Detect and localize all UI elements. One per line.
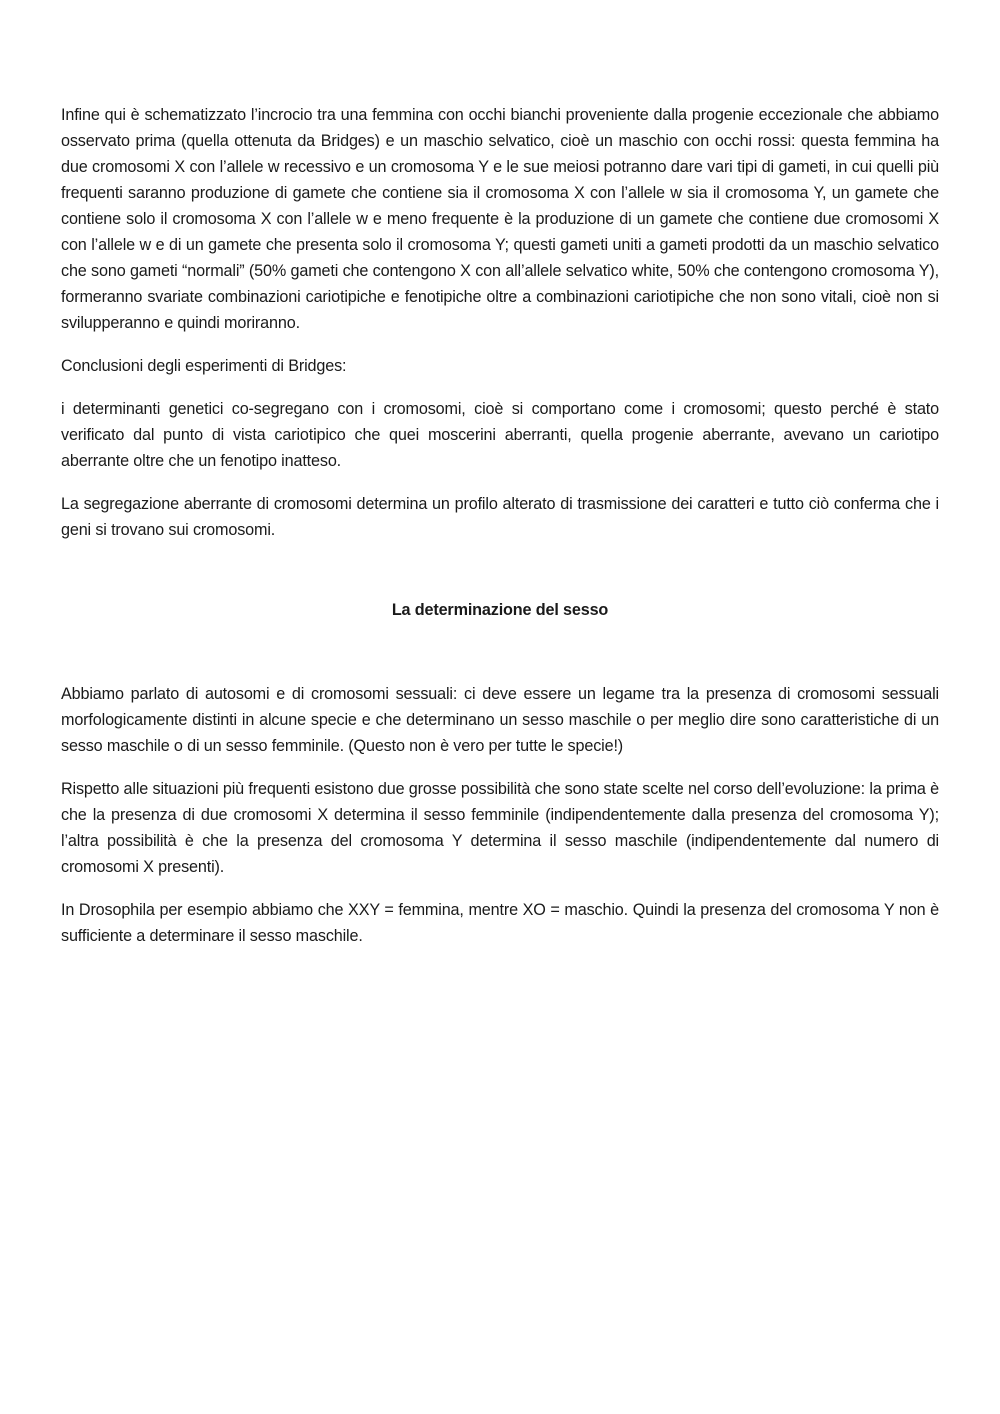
paragraph-conclusion-cosegregation: i determinanti genetici co-segregano con i cromosomi, cioè si comportano come i cromosomi; questo perché è stato verificato dal punto di vista cariotipico che quei moscerini aberranti, quella progenie aberrante, avevano un cariotipo aberrante oltre che un fenotipo inatteso.	[61, 400, 939, 470]
paragraph-drosophila-example: In Drosophila per esempio abbiamo che XXY = femmina, mentre XO = maschio. Quindi la presenza del cromosoma Y non è sufficiente a determinare il sesso maschile.	[61, 901, 939, 945]
section-title: La determinazione del sesso	[391, 601, 609, 619]
paragraph-sex-chromosomes: Abbiamo parlato di autosomi e di cromosomi sessuali: ci deve essere un legame tra la presenza di cromosomi sessuali morfologicamente distinti in alcune specie e che determinano un sesso maschile o per meglio dire sono caratteristiche di un sesso maschile o di un sesso femminile. (Questo non è vero per tutte le specie!)	[61, 685, 939, 755]
paragraph-crossing-description: Infine qui è schematizzato l’incrocio tra una femmina con occhi bianchi proveniente dalla progenie eccezionale che abbiamo osservato prima (quella ottenuta da Bridges) e un maschio selvatico, cioè un maschio con occhi rossi: questa femmina ha due cromosomi X con l’allele w recessivo e un cromosoma Y e le sue meiosi potranno dare vari tipi di gameti, in cui quelli più frequenti saranno produzione di gamete che contiene sia il cromosoma X con l’allele w sia il cromosoma Y, un gamete che contiene solo il cromosoma X con l’allele w e meno frequente è la produzione di un gamete che contiene due cromosomi X con l’allele w e di un gamete che presenta solo il cromosoma Y; questi gameti uniti a gameti prodotti da un maschio selvatico che sono gameti “normali” (50% gameti che contengono X con all’allele selvatico white, 50% che contengono cromosoma Y), formeranno svariate combinazioni cariotipiche e fenotipiche oltre a combinazioni cariotipiche che non sono vitali, cioè non si svilupperanno e quindi moriranno.	[61, 106, 939, 332]
paragraph-two-possibilities: Rispetto alle situazioni più frequenti esistono due grosse possibilità che sono state scelte nel corso dell’evoluzione: la prima è che la presenza di due cromosomi X determina il sesso femminile (indipendentemente dalla presenza del cromosoma Y); l’altra possibilità è che la presenza del cromosoma Y determina il sesso maschile (indipendentemente dal numero di cromosomi X presenti).	[61, 780, 939, 876]
document-body	[61, 102, 939, 966]
paragraph-conclusions-heading: Conclusioni degli esperimenti di Bridges:	[61, 357, 347, 375]
paragraph-conclusion-segregation: La segregazione aberrante di cromosomi determina un profilo alterato di trasmissione dei caratteri e tutto ciò conferma che i geni si trovano sui cromosomi.	[61, 495, 939, 539]
